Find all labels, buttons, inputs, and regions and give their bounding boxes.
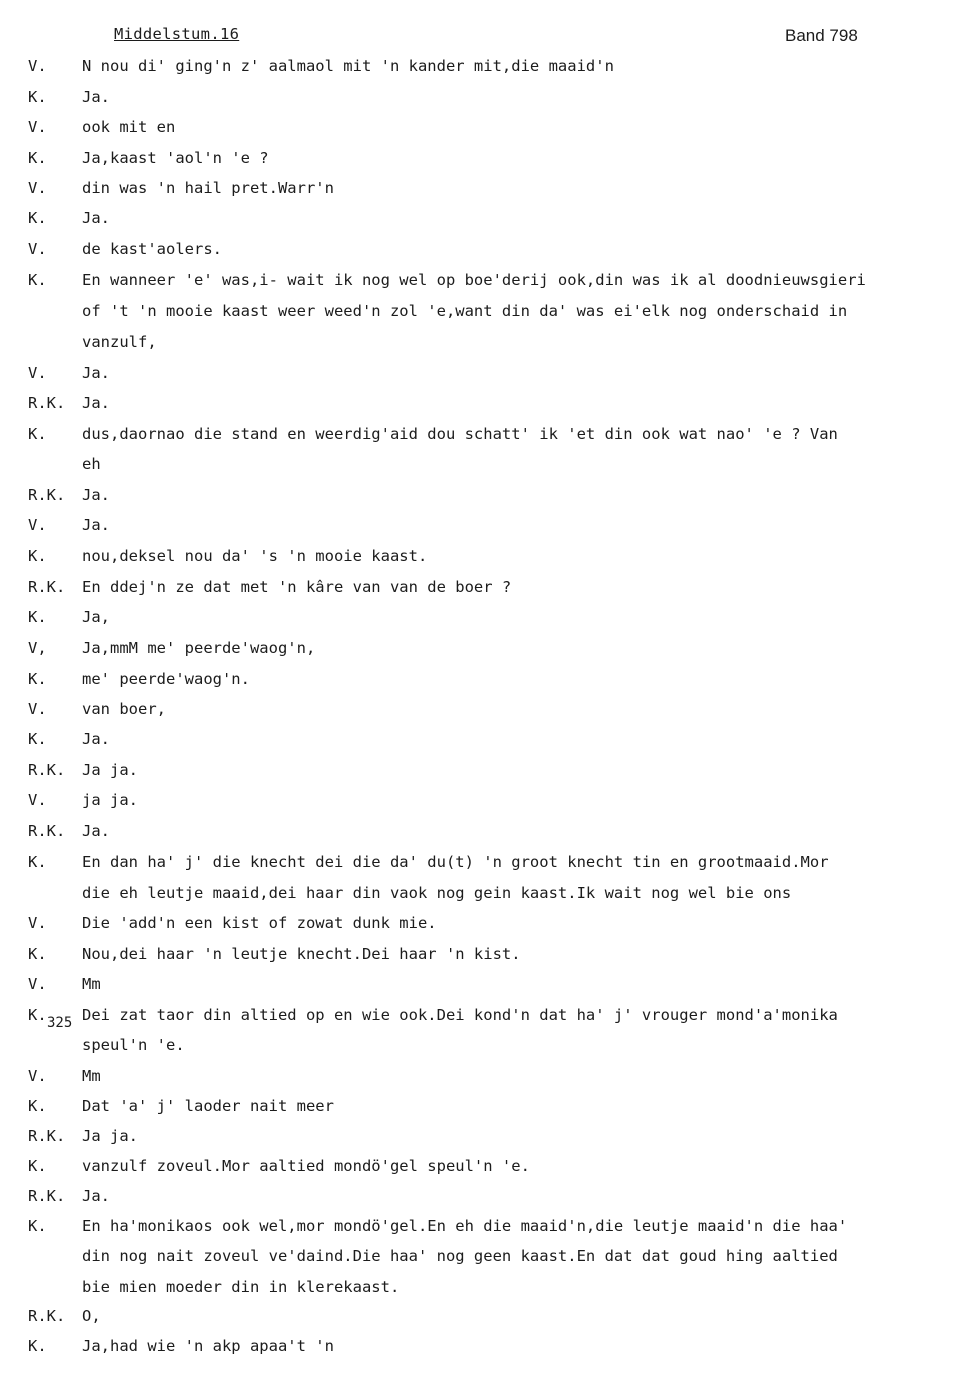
line-text: O, [82, 1307, 101, 1325]
speaker-label: K. [28, 547, 47, 565]
speaker-label: K. [28, 1097, 47, 1115]
line-text: Ja. [82, 1187, 110, 1205]
speaker-label: R.K. [28, 761, 66, 779]
speaker-label: K. [28, 670, 47, 688]
line-text: En ddej'n ze dat met 'n kâre van van de boer ? [82, 578, 512, 596]
speaker-label: V. [28, 975, 47, 993]
speaker-label: K. [28, 1157, 47, 1175]
line-text: Ja,mmM me' peerde'waog'n, [82, 639, 316, 657]
line-text: Ja ja. [82, 1127, 138, 1145]
line-text: of 't 'n mooie kaast weer weed'n zol 'e,want din da' was ei'elk nog onderschaid in [82, 302, 848, 320]
line-text: die eh leutje maaid,dei haar din vaok nog gein kaast.Ik wait nog wel bie ons [82, 884, 792, 902]
line-text: dus,daornao die stand en weerdig'aid dou schatt' ik 'et din ook wat nao' 'e ? Van [82, 425, 838, 443]
line-text: vanzulf zoveul.Mor aaltied mondö'gel speul'n 'e. [82, 1157, 530, 1175]
line-text: din was 'n hail pret.Warr'n [82, 179, 334, 197]
speaker-label: K. [28, 608, 47, 626]
line-text: En wanneer 'e' was,i- wait ik nog wel op boe'derij ook,din was ik al doodnieuwsgieri [82, 271, 866, 289]
speaker-label: K. [28, 425, 47, 443]
line-text: Die 'add'n een kist of zowat dunk mie. [82, 914, 437, 932]
line-text: din nog nait zoveul ve'daind.Die haa' nog geen kaast.En dat dat goud hing aaltied [82, 1247, 838, 1265]
line-text: Ja. [82, 730, 110, 748]
line-text: Ja. [82, 486, 110, 504]
speaker-label: K. [28, 945, 47, 963]
line-text: Ja. [82, 364, 110, 382]
speaker-label: K. [28, 271, 47, 289]
speaker-label: R.K. [28, 578, 66, 596]
speaker-label: R.K. [28, 822, 66, 840]
line-text: N nou di' ging'n z' aalmaol mit 'n kander mit,die maaid'n [82, 57, 614, 75]
line-text: Ja,kaast 'aol'n 'e ? [82, 149, 269, 167]
margin-note: 325 [47, 1015, 73, 1031]
page-title: Middelstum.16 [114, 25, 240, 43]
speaker-label: V. [28, 179, 47, 197]
line-text: Dat 'a' j' laoder nait meer [82, 1097, 334, 1115]
speaker-label: V. [28, 364, 47, 382]
speaker-label: K. [28, 853, 47, 871]
speaker-label: K. [28, 88, 47, 106]
line-text: bie mien moeder din in klerekaast. [82, 1278, 400, 1296]
line-text: ook mit en [82, 118, 176, 136]
line-text: Mm [82, 975, 101, 993]
line-text: Ja. [82, 209, 110, 227]
line-text: Ja. [82, 394, 110, 412]
line-text: Ja. [82, 88, 110, 106]
speaker-label: K. [28, 1006, 47, 1024]
speaker-label: V. [28, 914, 47, 932]
line-text: Ja. [82, 516, 110, 534]
speaker-label: K. [28, 1217, 47, 1235]
speaker-label: V, [28, 639, 47, 657]
speaker-label: V. [28, 57, 47, 75]
line-text: Ja ja. [82, 761, 138, 779]
line-text: vanzulf, [82, 333, 157, 351]
speaker-label: R.K. [28, 394, 66, 412]
line-text: Ja,had wie 'n akp apaa't 'n [82, 1337, 334, 1355]
line-text: speul'n 'e. [82, 1036, 185, 1054]
line-text: En ha'monikaos ook wel,mor mondö'gel.En eh die maaid'n,die leutje maaid'n die haa' [82, 1217, 848, 1235]
line-text: Ja. [82, 822, 110, 840]
line-text: Ja, [82, 608, 110, 626]
line-text: nou,deksel nou da' 's 'n mooie kaast. [82, 547, 428, 565]
line-text: Nou,dei haar 'n leutje knecht.Dei haar 'n kist. [82, 945, 521, 963]
line-text: En dan ha' j' die knecht dei die da' du(t) 'n groot knecht tin en grootmaaid.Mor [82, 853, 829, 871]
speaker-label: V. [28, 791, 47, 809]
line-text: eh [82, 455, 101, 473]
line-text: ja ja. [82, 791, 138, 809]
band-label: Band 798 [785, 26, 858, 45]
speaker-label: V. [28, 118, 47, 136]
speaker-label: V. [28, 1067, 47, 1085]
line-text: Mm [82, 1067, 101, 1085]
speaker-label: K. [28, 1337, 47, 1355]
speaker-label: V. [28, 516, 47, 534]
line-text: me' peerde'waog'n. [82, 670, 250, 688]
line-text: Dei zat taor din altied op en wie ook.Dei kond'n dat ha' j' vrouger mond'a'monika [82, 1006, 838, 1024]
line-text: van boer, [82, 700, 166, 718]
speaker-label: R.K. [28, 1187, 66, 1205]
speaker-label: K. [28, 209, 47, 227]
speaker-label: K. [28, 730, 47, 748]
line-text: de kast'aolers. [82, 240, 222, 258]
speaker-label: V. [28, 240, 47, 258]
speaker-label: R.K. [28, 1307, 66, 1325]
speaker-label: R.K. [28, 486, 66, 504]
speaker-label: V. [28, 700, 47, 718]
speaker-label: K. [28, 149, 47, 167]
speaker-label: R.K. [28, 1127, 66, 1145]
